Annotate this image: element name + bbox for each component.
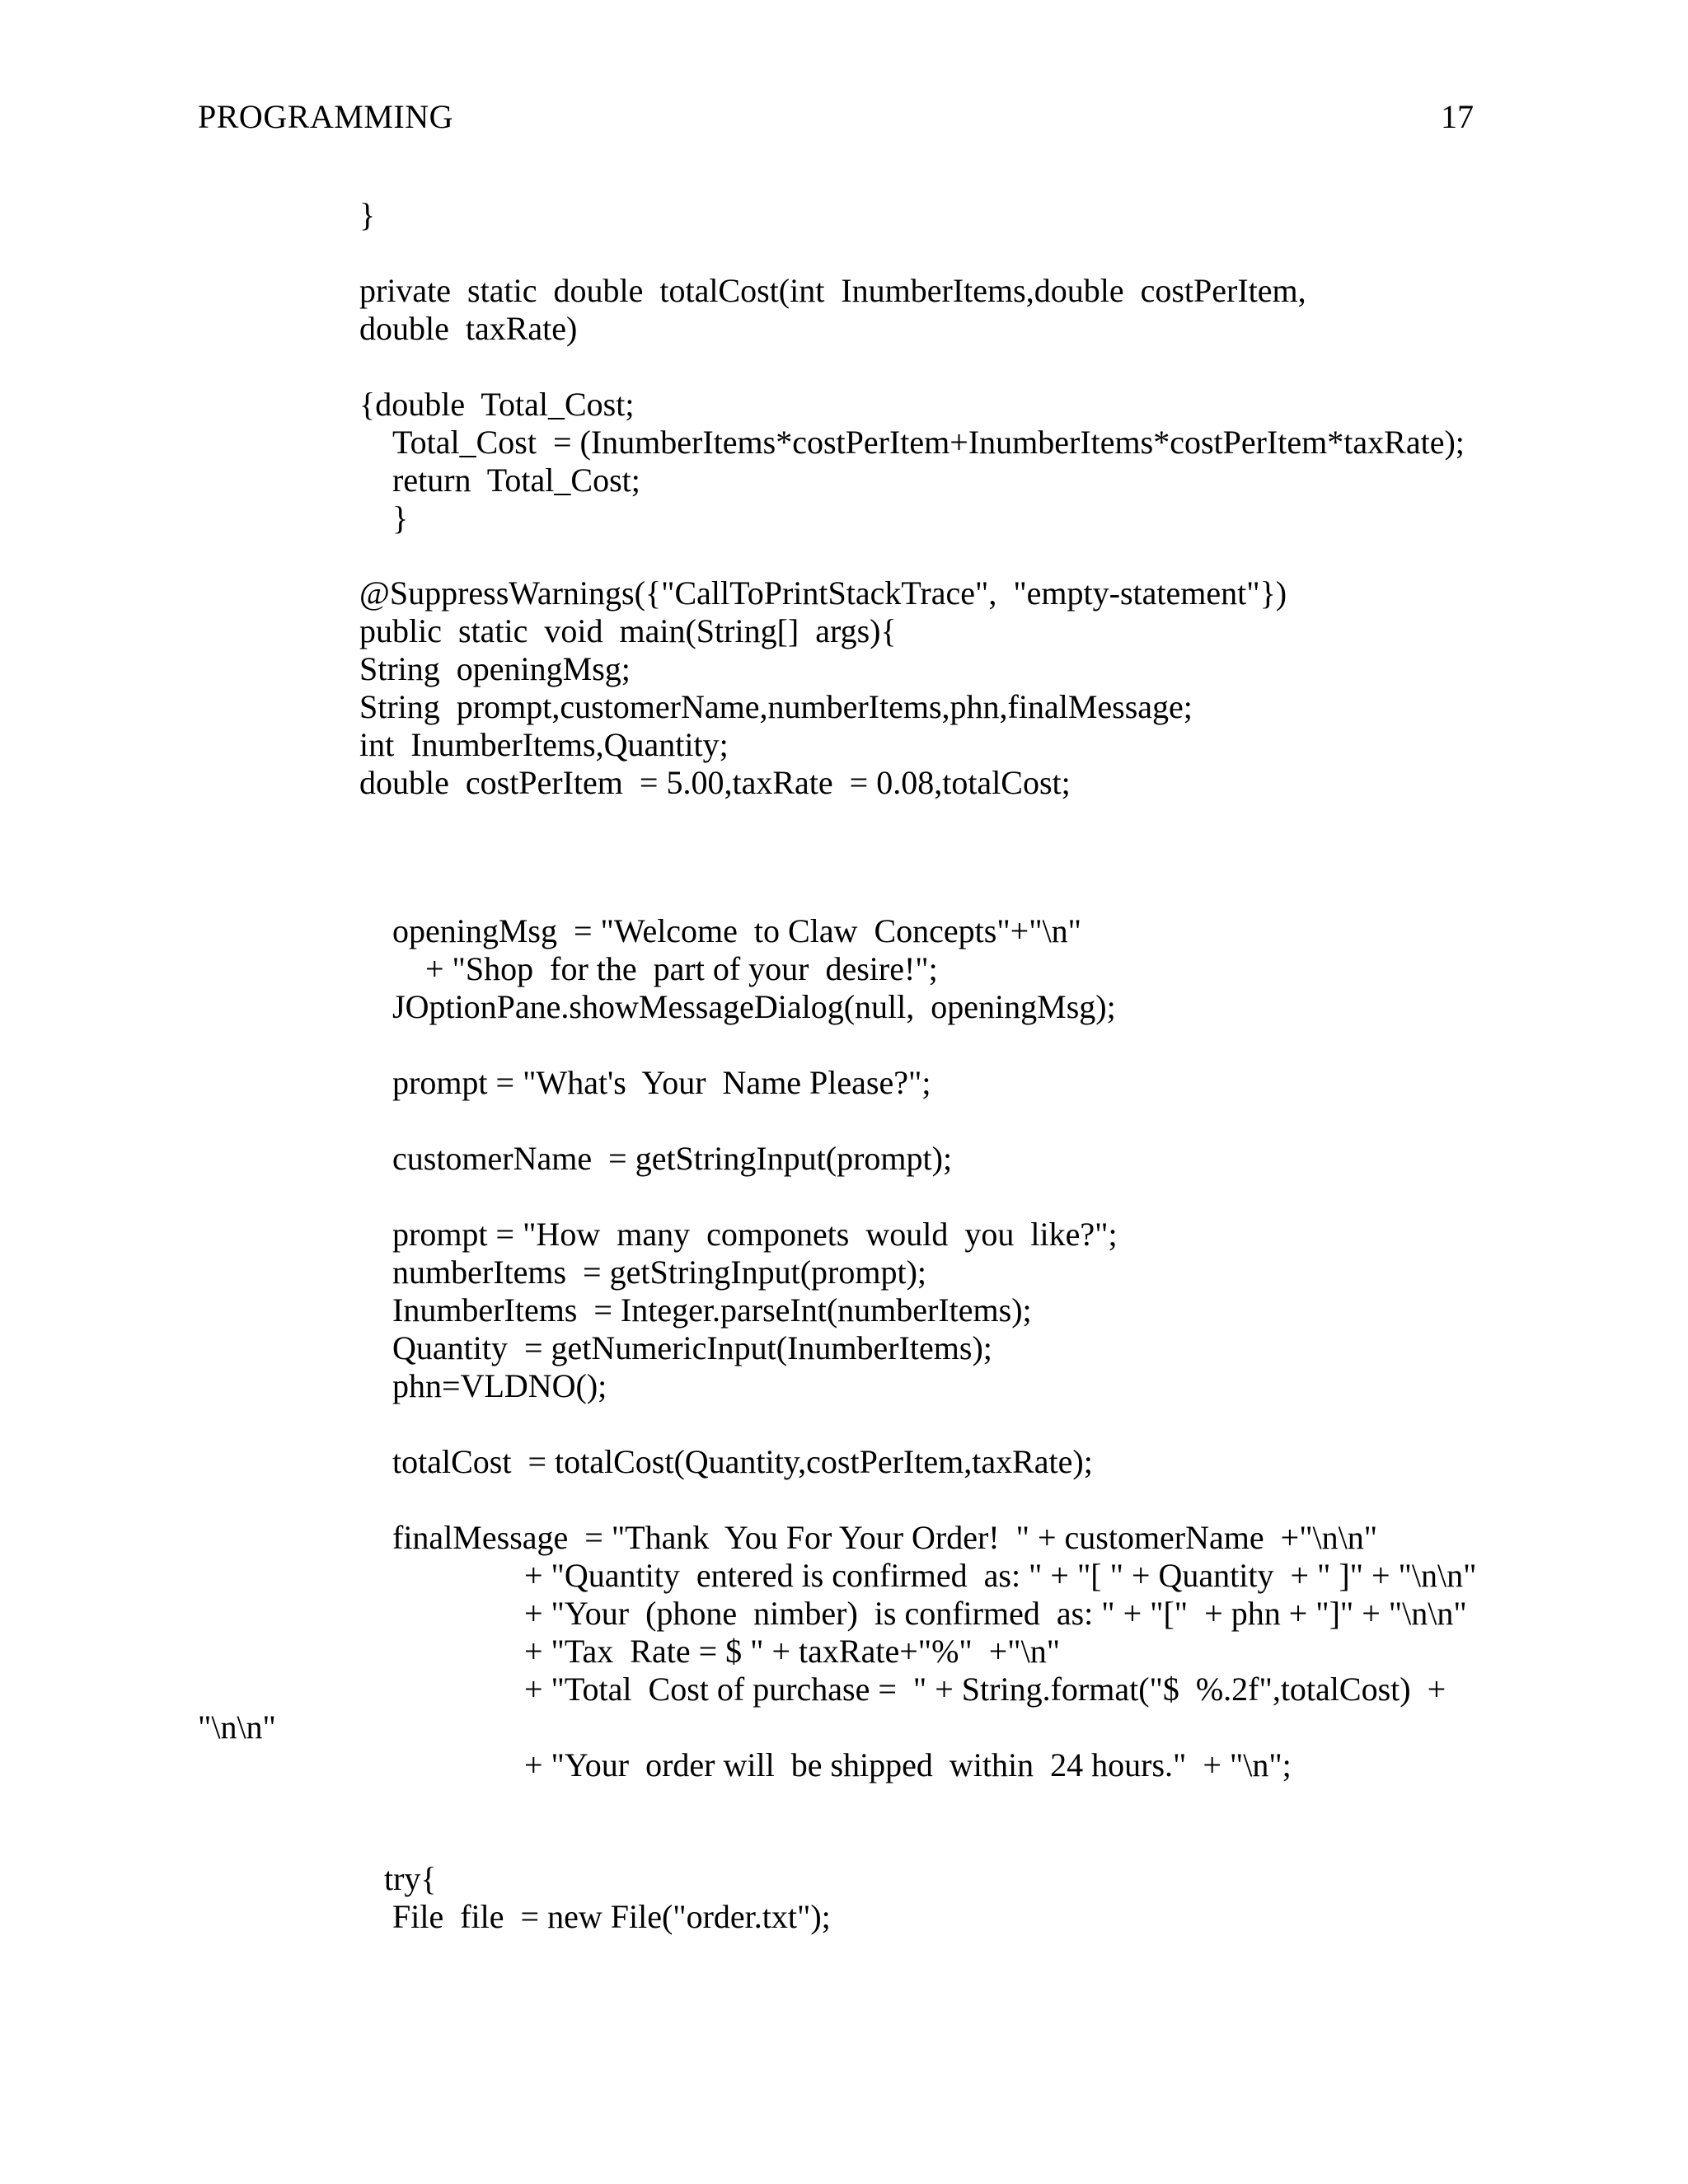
- running-head: PROGRAMMING: [198, 98, 453, 135]
- code-line: String openingMsg;: [359, 650, 631, 687]
- page-number: 17: [1441, 98, 1474, 135]
- code-line: try{: [384, 1860, 437, 1897]
- code-line: {double Total_Cost;: [359, 386, 635, 423]
- code-line: return Total_Cost;: [392, 462, 640, 499]
- code-line: public static void main(String[] args){: [359, 612, 897, 649]
- code-line: + "Tax Rate = $ " + taxRate+"%" +"\n": [524, 1633, 1061, 1670]
- code-line: "\n\n": [198, 1708, 276, 1746]
- code-line: + "Your order will be shipped within 24 hours." + "\n";: [524, 1746, 1292, 1783]
- code-line: Total_Cost = (InumberItems*costPerItem+InumberItems*costPerItem*taxRate);: [392, 424, 1465, 461]
- code-line: + "Your (phone nimber) is confirmed as: " + "[" + phn + "]" + "\n\n": [524, 1595, 1467, 1632]
- code-line: double costPerItem = 5.00,taxRate = 0.08,totalCost;: [359, 764, 1071, 801]
- code-line: private static double totalCost(int InumberItems,double costPerItem,: [359, 272, 1306, 309]
- code-line: + "Shop for the part of your desire!";: [425, 950, 938, 987]
- code-line: + "Total Cost of purchase = " + String.format("$ %.2f",totalCost) +: [524, 1671, 1447, 1708]
- code-line: phn=VLDNO();: [392, 1367, 607, 1404]
- code-line: numberItems = getStringInput(prompt);: [392, 1254, 927, 1291]
- code-line: File file = new File("order.txt");: [392, 1898, 831, 1935]
- code-line: int InumberItems,Quantity;: [359, 726, 729, 763]
- code-line: }: [392, 499, 409, 537]
- code-line: InumberItems = Integer.parseInt(numberItems);: [392, 1291, 1032, 1329]
- code-line: customerName = getStringInput(prompt);: [392, 1140, 953, 1177]
- code-line: }: [359, 196, 376, 233]
- code-line: totalCost = totalCost(Quantity,costPerItem,taxRate);: [392, 1443, 1093, 1480]
- code-line: finalMessage = "Thank You For Your Order! " + customerName +"\n\n": [392, 1519, 1378, 1556]
- code-line: double taxRate): [359, 310, 578, 347]
- code-line: + "Quantity entered is confirmed as: " + "[ " + Quantity + " ]" + "\n\n": [524, 1557, 1477, 1594]
- code-line: prompt = "How many componets would you like?";: [392, 1216, 1118, 1253]
- code-line: String prompt,customerName,numberItems,phn,finalMessage;: [359, 688, 1193, 725]
- code-line: openingMsg = "Welcome to Claw Concepts"+"\n": [392, 912, 1081, 949]
- code-line: Quantity = getNumericInput(InumberItems);: [392, 1329, 992, 1366]
- code-line: @SuppressWarnings({"CallToPrintStackTrace", "empty-statement"}): [359, 574, 1287, 612]
- code-line: prompt = "What's Your Name Please?";: [392, 1064, 931, 1101]
- code-line: JOptionPane.showMessageDialog(null, openingMsg);: [392, 988, 1116, 1025]
